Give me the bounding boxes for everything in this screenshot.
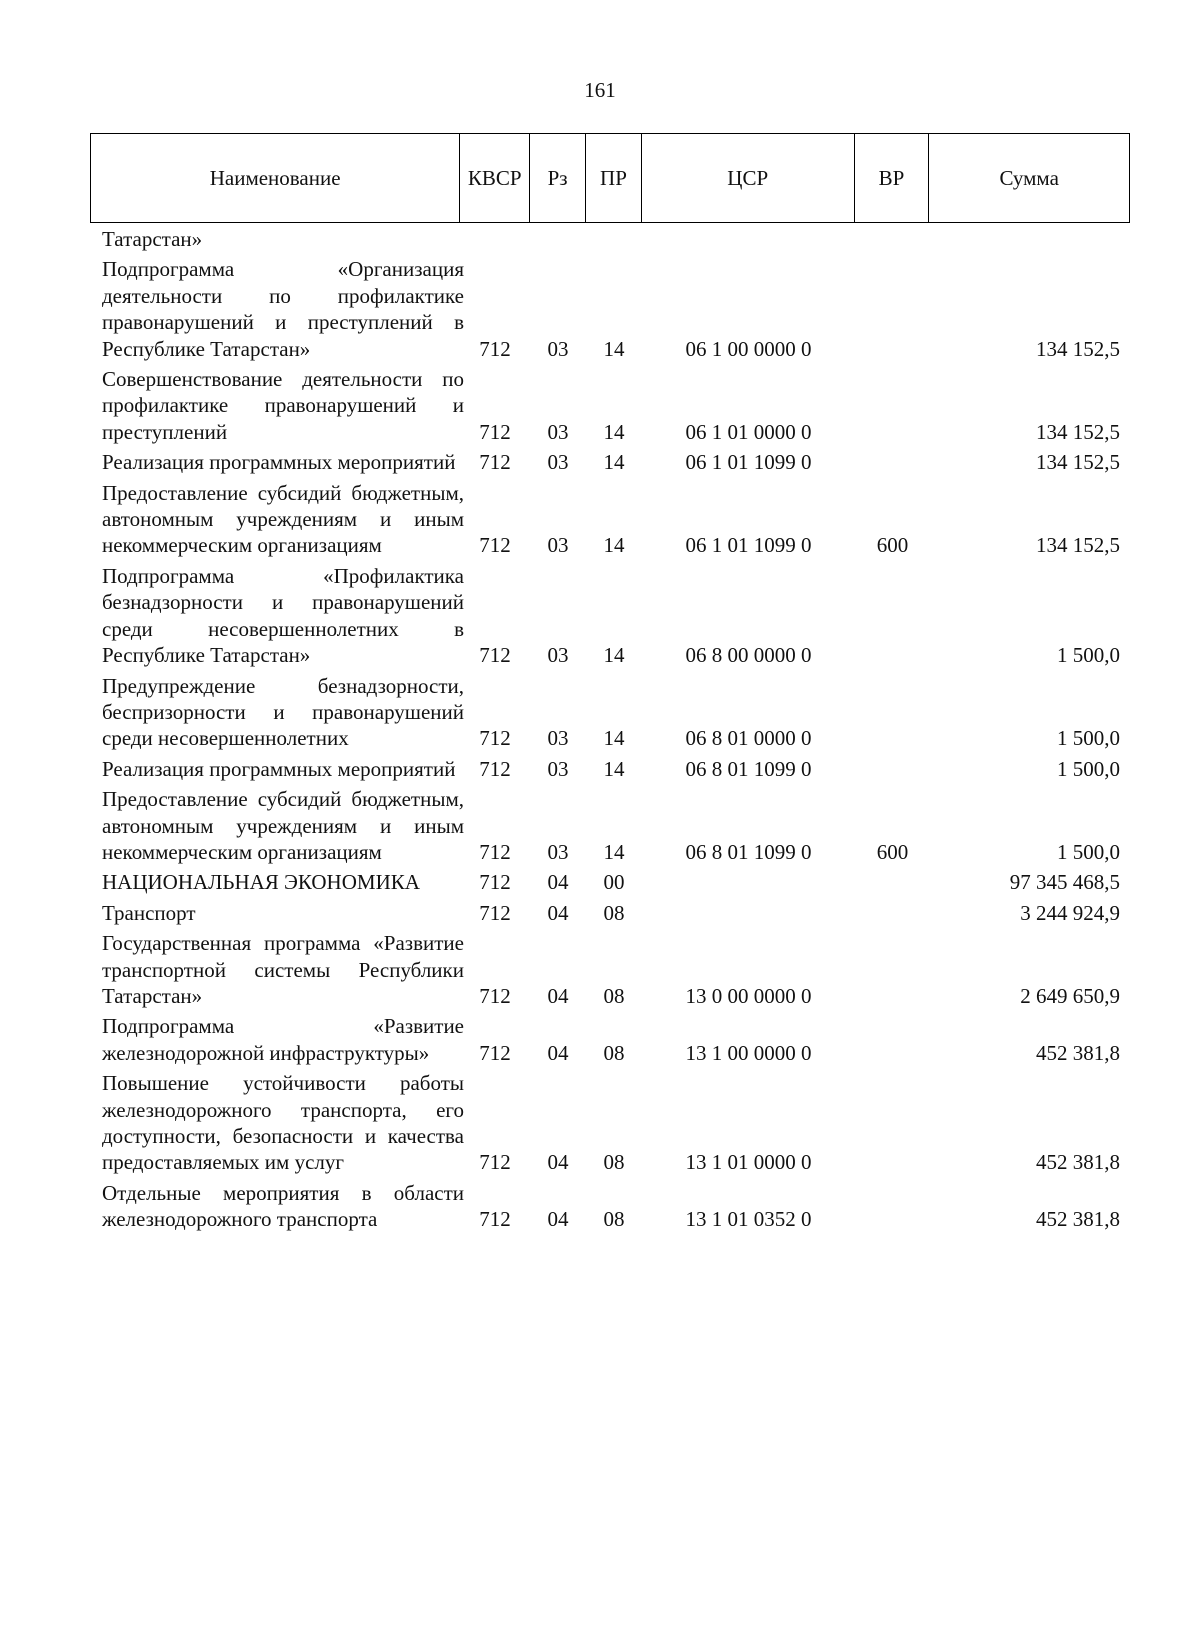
row-csr: 13 0 00 0000 0 [685,983,812,1008]
row-pr: 14 [603,643,625,668]
row-rz: 03 [547,450,569,475]
row-kvsr: 712 [479,983,511,1008]
table-row [90,226,1130,252]
table-row [90,366,1130,445]
row-name: Предупреждение безнадзорности, беспризорности и правонарушений среди несовершеннолетних [102,673,464,751]
row-name: НАЦИОНАЛЬНАЯ ЭКОНОМИКА [102,870,420,895]
row-pr: 14 [603,336,625,361]
header-pr: ПР [586,134,642,222]
row-csr: 13 1 01 0352 0 [685,1207,812,1232]
row-csr: 06 8 01 0000 0 [685,726,812,751]
table-row [90,786,1130,865]
row-name: Подпрограмма «Организация деятельности по профилактике правонарушений и преступлений в Республике Татарстан» [102,257,464,361]
row-kvsr: 712 [479,419,511,444]
row-sum: 1 500,0 [1057,726,1120,751]
row-csr: 13 1 00 0000 0 [685,1040,812,1065]
row-pr: 08 [603,1040,625,1065]
row-csr: 06 1 01 0000 0 [685,419,812,444]
row-kvsr: 712 [479,450,511,475]
row-sum: 1 500,0 [1057,756,1120,781]
row-name: Транспорт [102,900,196,925]
table-row [90,480,1130,559]
row-name: Повышение устойчивости работы железнодорожного транспорта, его доступности, безопасности и качества предоставляемых им услуг [102,1071,464,1175]
row-csr: 06 8 00 0000 0 [685,643,812,668]
row-sum: 452 381,8 [1036,1207,1120,1232]
row-pr: 14 [603,839,625,864]
row-pr: 00 [603,870,625,895]
row-pr: 08 [603,1150,625,1175]
row-kvsr: 712 [479,336,511,361]
row-kvsr: 712 [479,1040,511,1065]
row-rz: 04 [547,983,569,1008]
row-sum: 1 500,0 [1057,643,1120,668]
row-name: Татарстан» [102,227,203,251]
header-name: Наименование [91,134,460,222]
row-pr: 08 [603,1207,625,1232]
row-csr: 06 1 01 1099 0 [685,533,812,558]
row-sum: 134 152,5 [1036,450,1120,475]
row-name: Реализация программных мероприятий [102,450,456,475]
row-sum: 452 381,8 [1036,1040,1120,1065]
row-name: Отдельные мероприятия в области железнодорожного транспорта [102,1180,464,1232]
row-rz: 03 [547,643,569,668]
table-row [90,673,1130,752]
header-rz: Рз [530,134,586,222]
row-csr: 06 1 00 0000 0 [685,336,812,361]
row-sum: 134 152,5 [1036,533,1120,558]
row-rz: 04 [547,1040,569,1065]
row-sum: 452 381,8 [1036,1150,1120,1175]
row-kvsr: 712 [479,839,511,864]
row-rz: 03 [547,419,569,444]
row-rz: 04 [547,900,569,925]
table-row [90,256,1130,362]
row-rz: 04 [547,1207,569,1232]
table-header [90,133,1130,223]
row-kvsr: 712 [479,726,511,751]
row-name: Подпрограмма «Развитие железнодорожной инфраструктуры» [102,1014,464,1065]
table-body [90,226,1130,1233]
row-pr: 14 [603,726,625,751]
row-csr: 06 1 01 1099 0 [685,450,812,475]
row-name: Реализация программных мероприятий [102,756,456,781]
row-pr: 14 [603,450,625,475]
row-rz: 03 [547,726,569,751]
table-row [90,930,1130,1009]
table-row [90,756,1130,782]
row-name: Предоставление субсидий бюджетным, автономным учреждениям и иным некоммерческим организациям [102,480,464,558]
row-sum: 2 649 650,9 [1020,983,1120,1008]
row-sum: 3 244 924,9 [1020,900,1120,925]
row-name: Подпрограмма «Профилактика безнадзорности и правонарушений среди несовершеннолетних в Республике Татарстан» [102,563,464,668]
row-kvsr: 712 [479,643,511,668]
row-pr: 14 [603,533,625,558]
row-pr: 08 [603,983,625,1008]
row-pr: 14 [603,756,625,781]
row-rz: 04 [547,870,569,895]
table-row [90,1070,1130,1176]
row-rz: 03 [547,756,569,781]
row-csr: 13 1 01 0000 0 [685,1150,812,1175]
row-name: Совершенствование деятельности по профилактике правонарушений и преступлений [102,367,464,444]
row-rz: 04 [547,1150,569,1175]
row-csr: 06 8 01 1099 0 [685,756,812,781]
row-pr: 14 [603,419,625,444]
row-rz: 03 [547,336,569,361]
table-row [90,900,1130,926]
row-rz: 03 [547,839,569,864]
row-vr: 600 [876,839,909,864]
row-vr: 600 [876,533,909,558]
row-pr: 08 [603,900,625,925]
header-sum: Сумма [999,165,1059,190]
table-row [90,449,1130,475]
row-sum: 134 152,5 [1036,419,1120,444]
row-name: Государственная программа «Развитие транспортной системы Республики Татарстан» [102,931,464,1008]
row-sum: 134 152,5 [1036,336,1120,361]
table-row [90,1013,1130,1066]
page-number: 161 [584,78,616,102]
row-rz: 03 [547,533,569,558]
row-sum: 97 345 468,5 [1009,870,1120,895]
row-kvsr: 712 [479,756,511,781]
row-csr: 06 8 01 1099 0 [685,839,812,864]
table-row [90,1180,1130,1233]
header-vr: ВР [855,134,930,222]
header-csr: ЦСР [642,134,855,222]
row-sum: 1 500,0 [1057,839,1120,864]
row-name: Предоставление субсидий бюджетным, автономным учреждениям и иным некоммерческим организациям [102,787,464,864]
table-row [90,869,1130,895]
row-kvsr: 712 [479,1150,511,1175]
header-kvsr: КВСР [460,134,530,222]
row-kvsr: 712 [479,1207,511,1232]
row-kvsr: 712 [479,900,511,925]
row-kvsr: 712 [479,870,511,895]
row-kvsr: 712 [479,533,511,558]
table-row [90,563,1130,669]
